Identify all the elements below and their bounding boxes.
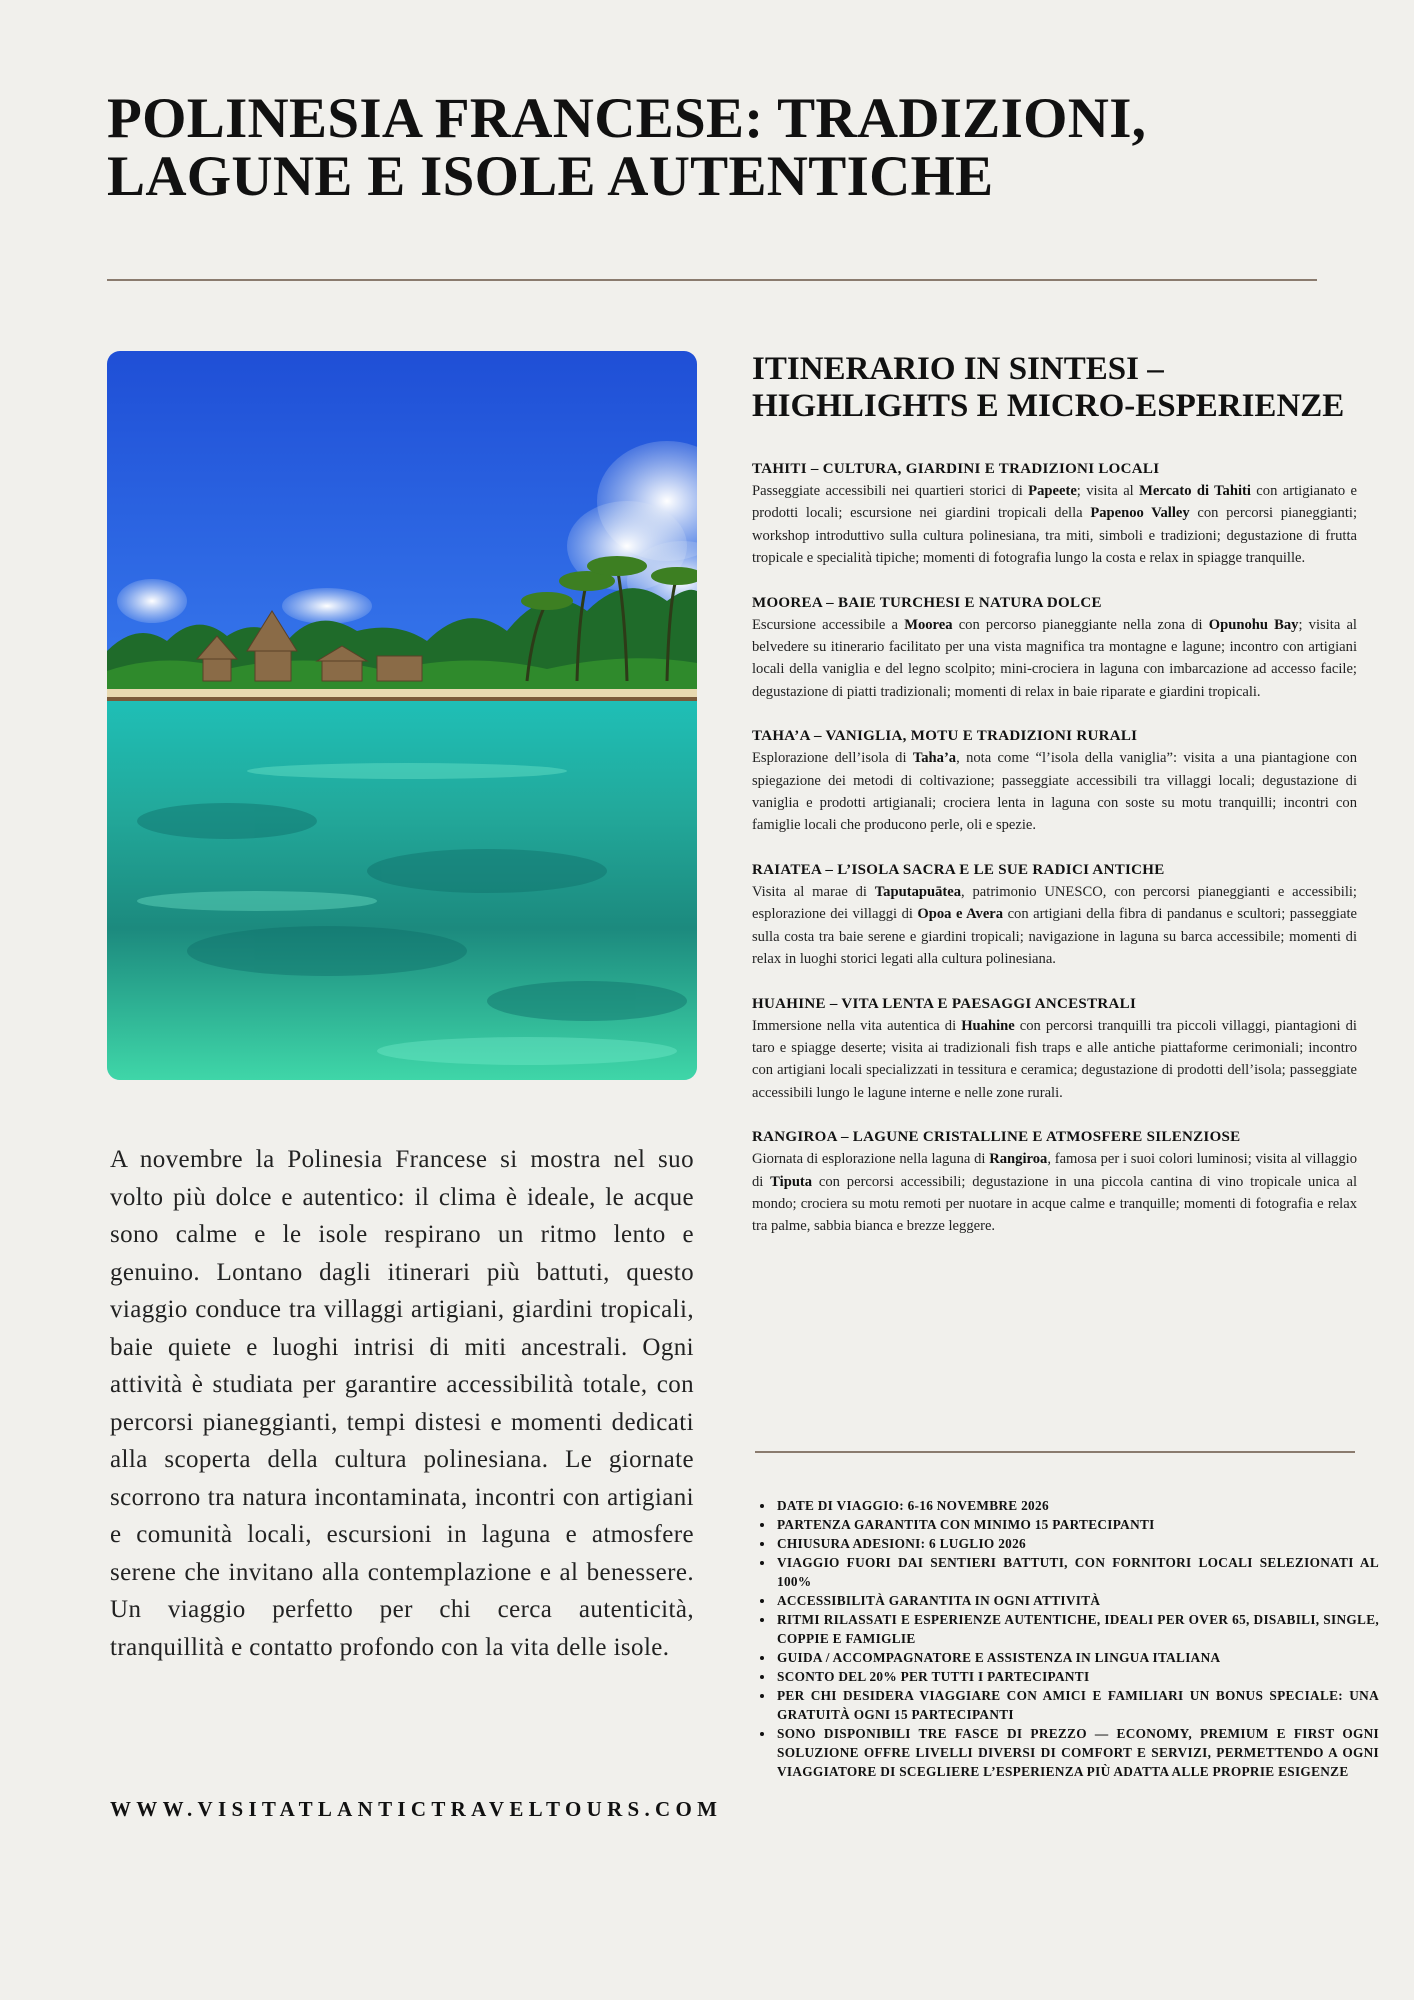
itinerary-highlight: Rangiroa [989,1151,1048,1168]
itinerary-title: ITINERARIO IN SINTESI – HIGHLIGHTS E MICRO-ESPERIENZE [752,351,1345,424]
trip-fact-item: • ACCESSIBILITÀ GARANTITA IN OGNI ATTIVITÀ [775,1591,1379,1610]
itinerary-text-segment: con percorsi tranquilli tra piccoli villaggi, piantagioni di taro e spiagge deserte; visita ai tradizionali fish traps e alle antiche piattaforme cerimoniali; incontro con artigiani locali specializzati in tessitura e ceramica; degustazione di prodotti dell’isola; passeggiate accessibili lungo le lagune interne e nelle zone rurali. [752,1017,1357,1101]
itinerary-text-segment: , nota come “l’isola della vaniglia”: visita a una piantagione con spiegazione dei metodi di coltivazione; passeggiate accessibili tra villaggi locali; degustazione di vaniglia e prodotti artigianali; crociera lenta in laguna con soste su motu tranquilli; incontri con famiglie locali che producono perle, oli e spezie. [752,750,1357,834]
itinerary-highlight: Moorea [904,616,953,633]
itinerary-highlight: Papenoo Valley [1090,505,1190,522]
itinerary-item [752,1126,1357,1238]
itinerary-highlight: Mercato di Tahiti [1139,483,1251,499]
itinerary-item-text [752,614,1357,704]
facts-divider [755,1451,1355,1453]
itinerary-text-segment: con artigiani della fibra di pandanus e scultori; passeggiate sulla costa tra baie serene e giardini tropicali; navigazione in laguna su barca accessibile; momenti di relax in luoghi storici legati alla cultura polinesiana. [752,906,1357,968]
itinerary-item-text [752,1148,1357,1238]
itinerary-item-title: MOOREA – BAIE TURCHESI E NATURA DOLCE [752,594,1102,611]
itinerary-item-text [752,747,1357,837]
itinerary-text-segment: ; visita al belvedere su itinerario facilitato per una vista magnifica tra montagne e lagune; incontro con artigiani locali della vaniglia e del legno scolpito; mini-crociera in laguna con imbarcazione ad accesso facile; degustazione di piatti tradizionali; momenti di relax in baie riparate e giardini tropicali. [752,616,1357,700]
lagoon-illustration [107,351,697,1080]
itinerary-item-text [752,480,1357,570]
itinerary-text-segment: con percorsi pianeggianti; workshop introduttivo sulla cultura polinesiana, tra miti, simboli e tradizioni; degustazione di frutta tropicale e specialità tipiche; momenti di fotografia lungo la costa e relax in spiagge tranquille. [752,505,1357,567]
lagoon-photo [107,351,697,1080]
itinerary-text-segment: , famosa per i suoi colori luminosi; visita al villaggio di [752,1151,1357,1190]
trip-fact-item: • PER CHI DESIDERA VIAGGIARE CON AMICI E FAMILIARI UN BONUS SPECIALE: UNA GRATUITÀ OGNI 15 PARTECIPANTI [775,1686,1379,1724]
itinerary-text-segment: Giornata di esplorazione nella laguna di [752,1151,990,1168]
itinerary-text-segment: con percorso pianeggiante nella zona di [952,616,1209,633]
itinerary-item-title: RAIATEA – L’ISOLA SACRA E LE SUE RADICI ANTICHE [752,861,1165,878]
itinerary-item-title: TAHA’A – VANIGLIA, MOTU E TRADIZIONI RURALI [752,728,1138,745]
itinerary-highlight: Opunohu Bay [1208,616,1299,633]
itinerary-text-segment: Immersione nella vita autentica di [752,1017,962,1034]
itinerary-text-segment: , patrimonio UNESCO, con percorsi pianeggianti e accessibili; esplorazione dei villaggi di [752,883,1357,923]
itinerary-item [752,859,1357,971]
itinerary-item [752,592,1357,704]
itinerary-text-segment: Passeggiate accessibili nei quartieri storici di [752,483,1029,499]
itinerary-item-title: RANGIROA – LAGUNE CRISTALLINE E ATMOSFERE SILENZIOSE [752,1129,1241,1146]
itinerary-highlight: Tiputa [770,1173,813,1190]
website-link[interactable]: WWW.VISITATLANTICTRAVELTOURS.COM [110,1797,723,1821]
itinerary-item-text [752,1015,1357,1105]
itinerary-highlight: Huahine [961,1017,1015,1034]
trip-fact-item: • SCONTO DEL 20% PER TUTTI I PARTECIPANTI [775,1667,1379,1686]
intro-paragraph: A novembre la Polinesia Francese si mostra nel suo volto più dolce e autentico: il clima è ideale, le acque sono calme e le isole respirano un ritmo lento e genuino. Lontano dagli itinerari più battuti, questo viaggio conduce tra villaggi artigiani, giardini tropicali, baie quiete e luoghi intrisi di miti ancestrali. Ogni attività è studiata per garantire accessibilità totale, con percorsi pianeggianti, tempi distesi e momenti dedicati alla scoperta della cultura polinesiana. Le giornate scorrono tra natura incontaminata, incontri con artigiani e comunità locali, escursioni in laguna e atmosfere serene che invitano alla contemplazione e al benessere. Un viaggio perfetto per chi cerca autenticità, tranquillità e contatto profondo con la vita delle isole. [110,1146,694,1661]
itinerary-section [752,351,1357,1260]
itinerary-highlight: Taputapuātea [874,883,962,900]
itinerary-item [752,993,1357,1105]
itinerary-item [752,725,1357,837]
trip-fact-item: • SONO DISPONIBILI TRE FASCE DI PREZZO — ECONOMY, PREMIUM E FIRST OGNI SOLUZIONE OFFRE LIVELLI DIVERSI DI COMFORT E SERVIZI, PERMETTENDO A OGNI VIAGGIATORE DI SCEGLIERE L’ESPERIENZA PIÙ ADATTA ALLE PROPRIE ESIGENZE [775,1724,1379,1781]
itinerary-highlight: Taha’a [912,750,957,767]
trip-fact-item: • VIAGGIO FUORI DAI SENTIERI BATTUTI, CON FORNITORI LOCALI SELEZIONATI AL 100% [775,1553,1379,1591]
trip-fact-item: • DATE DI VIAGGIO: 6-16 NOVEMBRE 2026 [775,1496,1379,1515]
itinerary-text-segment: Escursione accessibile a [752,616,905,633]
trip-facts-list [752,1496,1379,1781]
itinerary-highlight: Papeete [1028,483,1077,499]
trip-fact-item: • CHIUSURA ADESIONI: 6 LUGLIO 2026 [775,1534,1379,1553]
page-title: POLINESIA FRANCESE: TRADIZIONI, LAGUNE E ISOLE AUTENTICHE [107,87,1147,208]
itinerary-text-segment: Esplorazione dell’isola di [752,750,913,767]
itinerary-text-segment: ; visita al [1076,483,1140,499]
trip-fact-item: • PARTENZA GARANTITA CON MINIMO 15 PARTECIPANTI [775,1515,1379,1534]
itinerary-item-title: TAHITI – CULTURA, GIARDINI E TRADIZIONI LOCALI [752,461,1160,477]
itinerary-text-segment: con percorsi accessibili; degustazione in una piccola cantina di vino tropicale unica al mondo; crociera su motu remoti per nuotare in acque calme e tranquille; momenti di fotografia e relax tra palme, sabbia bianca e brezze leggere. [752,1173,1357,1235]
itinerary-item-text [752,881,1357,971]
itinerary-item [752,458,1357,570]
itinerary-highlight: Opoa e Avera [917,906,1004,923]
title-divider [107,279,1317,281]
trip-fact-item: • GUIDA / ACCOMPAGNATORE E ASSISTENZA IN LINGUA ITALIANA [775,1648,1379,1667]
itinerary-list [752,458,1357,1238]
trip-fact-item: • RITMI RILASSATI E ESPERIENZE AUTENTICHE, IDEALI PER OVER 65, DISABILI, SINGLE, COPPIE E FAMIGLIE [775,1610,1379,1648]
itinerary-text-segment: Visita al marae di [752,883,875,900]
itinerary-text-segment: con artigianato e prodotti locali; escursione nei giardini tropicali della [752,483,1357,522]
itinerary-item-title: HUAHINE – VITA LENTA E PAESAGGI ANCESTRALI [752,995,1137,1012]
